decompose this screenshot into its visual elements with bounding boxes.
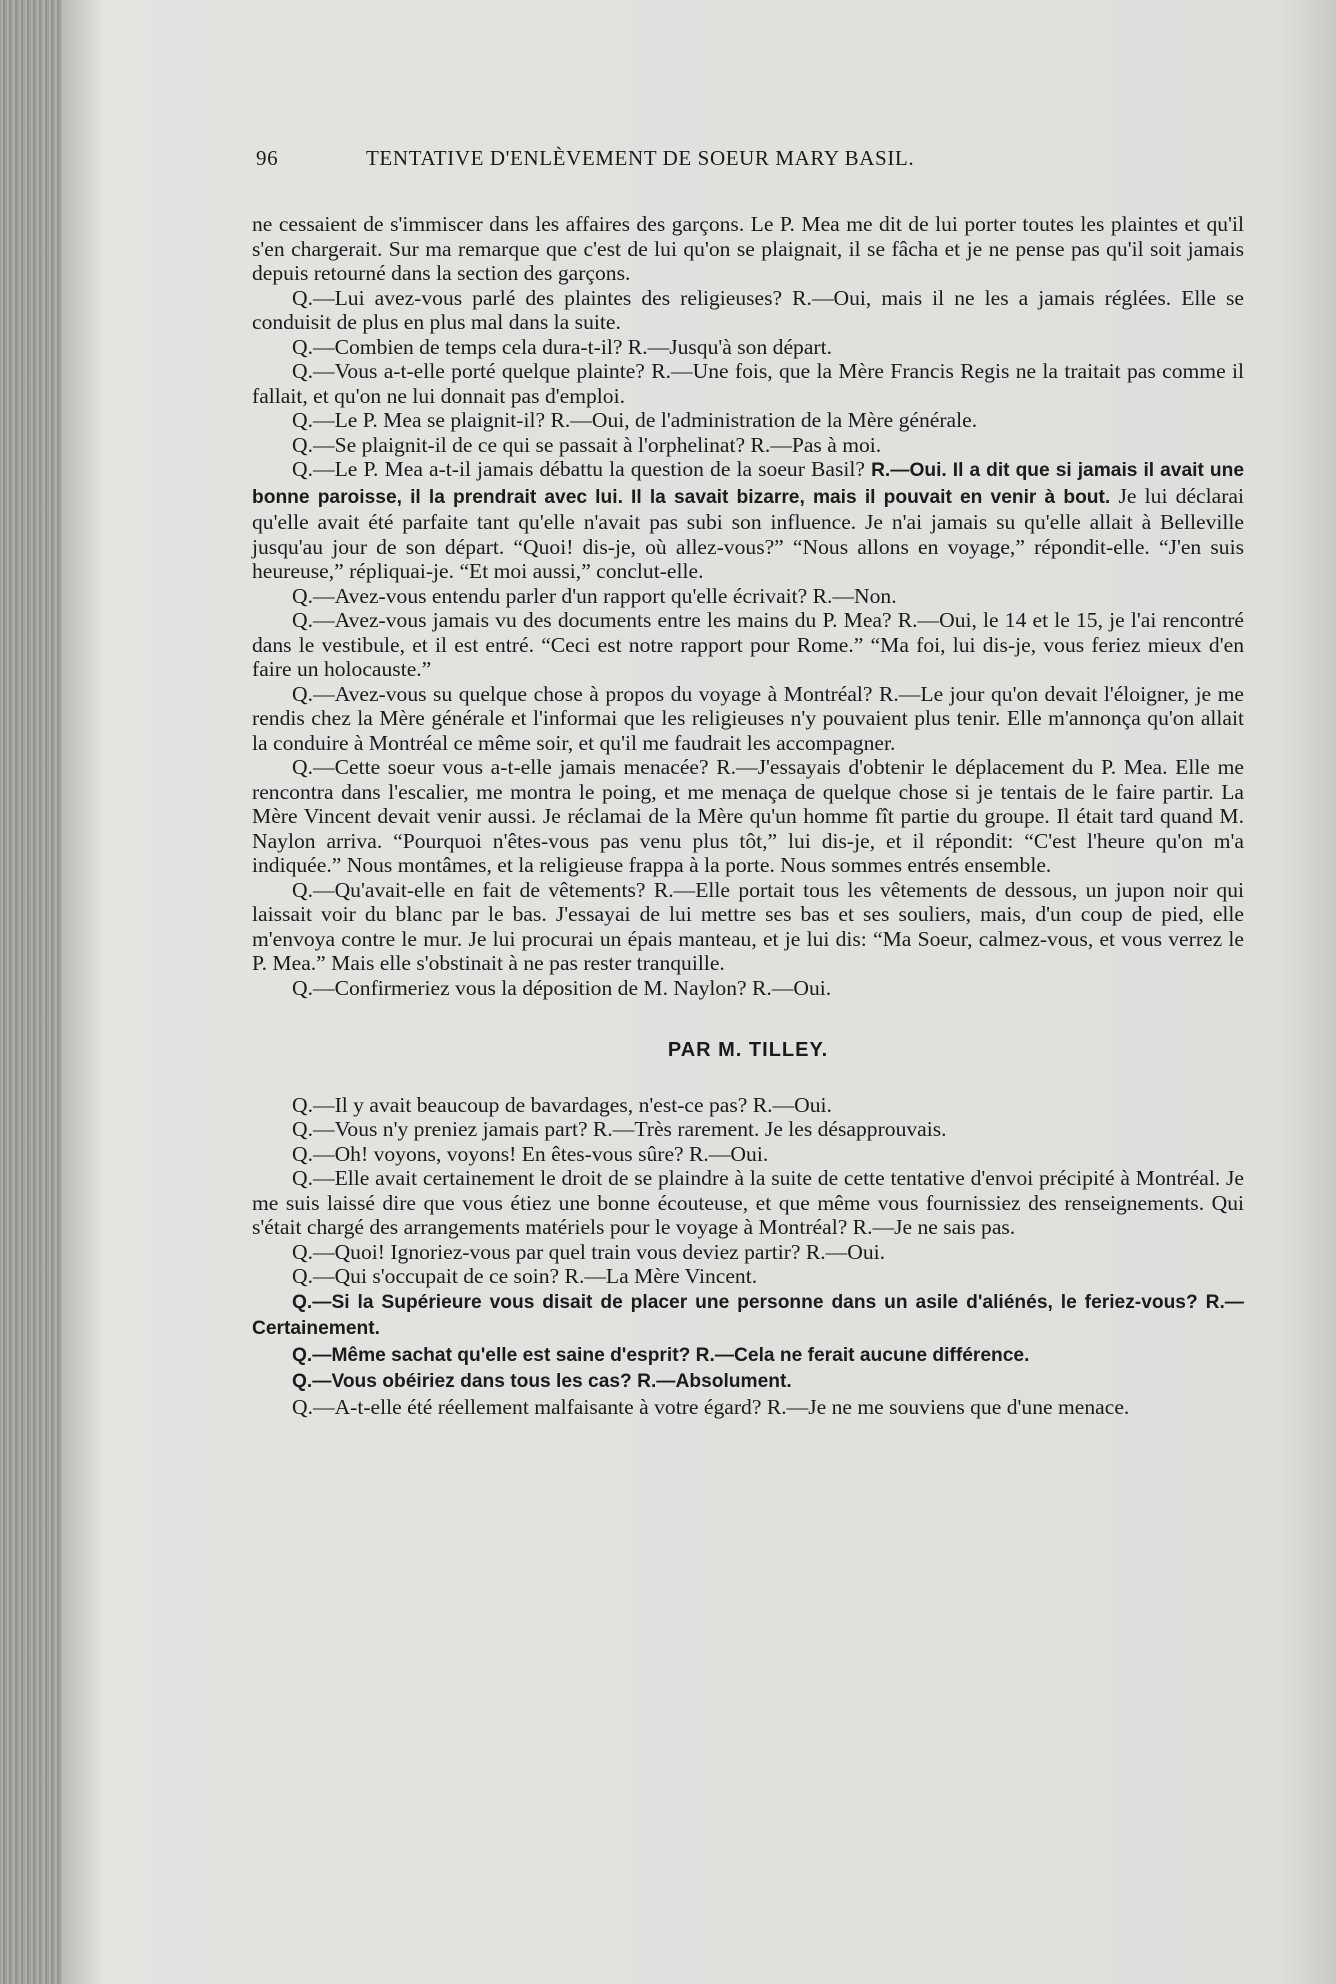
paragraph: Q.—Elle avait certainement le droit de se plaindre à la suite de cette tentative d'envoi précipité à Montréal. Je me suis laissé dire que vous étiez une bonne écouteuse, et que même vous fournissiez des renseignements. Qui s'était chargé des arrangements matériels pour le voyage à Montréal? R.—Je ne sais pas. — [252, 1166, 1244, 1239]
bold-paragraph — [252, 1368, 1244, 1395]
paragraph: Q.—Qu'avait-elle en fait de vêtements? R.—Elle portait tous les vêtements de dessous, un jupon noir qui laissait voir du blanc par le bas. J'essayai de lui mettre ses bas et ses souliers, mais, d'un coup de pied, elle m'envoya contre le mur. Je lui procurai un épais manteau, et je lui dis: “Ma Soeur, calmez-vous, et vous verrez le P. Mea.” Mais elle s'obstinait à ne pas rester tranquille. — [252, 877, 1244, 975]
question-text: Q.—Le P. Mea a-t-il jamais débattu la question de la soeur Basil? — [292, 457, 865, 481]
paragraph: Q.—Qui s'occupait de ce soin? R.—La Mère Vincent. — [292, 1264, 758, 1288]
bold-paragraph — [252, 1289, 1244, 1342]
paragraph: Q.—Vous n'y preniez jamais part? R.—Très rarement. Je les désapprouvais. — [292, 1117, 947, 1141]
bold-text: Q.—Si la Supérieure vous disait de placer une personne dans un asile d'aliénés, le feriez-vous? R.—Certainement. — [252, 1291, 1244, 1339]
paragraph: Q.—Se plaignit-il de ce qui se passait à l'orphelinat? R.—Pas à moi. — [292, 432, 882, 457]
paragraph: Q.—Avez-vous jamais vu des documents entre les mains du P. Mea? R.—Oui, le 14 et le 15, je l'ai rencontré dans le vestibule, et il est entré. “Ceci est notre rapport pour Rome.” “Ma foi, lui dis-je, vous feriez mieux d'en faire un holocauste.” — [252, 608, 1244, 681]
paragraph: Q.—Cette soeur vous a-t-elle jamais menacée? R.—J'essayais d'obtenir le déplacement du P. Mea. Elle me rencontra dans l'escalier, me montra le poing, et me menaça de quelque chose si je tentais de le faire partir. La Mère Vincent devait venir aussi. Je réclamai de la Mère qu'un homme fît partie du groupe. Il était tard quand M. Naylon arriva. “Pourquoi n'êtes-vous pas venu plus tôt,” lui dis-je, et il répondit: “C'est l'heure qu'on m'a indiquée.” Nous montâmes, et la religieuse frappa à la porte. Nous sommes entrés ensemble. — [252, 755, 1244, 877]
paragraph: Q.—Combien de temps cela dura-t-il? R.—Jusqu'à son départ. — [292, 334, 833, 359]
running-header — [256, 146, 1236, 171]
paragraph: ne cessaient de s'immiscer dans les affaires des garçons. Le P. Mea me dit de lui porter toutes les plaintes et qu'il s'en chargerait. Sur ma remarque que c'est de lui qu'on se plaignait, il se fâcha et je ne pense pas qu'il soit jamais depuis retourné dans la section des garçons. — [252, 212, 1244, 285]
page-number: 96 — [256, 146, 279, 170]
book-page-edges — [0, 0, 62, 1984]
paragraph: Q.—Confirmeriez vous la déposition de M. Naylon? R.—Oui. — [292, 975, 832, 1000]
bold-answer-text: R.—Oui. Il a dit que si jamais il avait une bonne paroisse, il la prendrait avec lui. Il la savait bizarre, mais il pouvait en venir à bout. — [252, 460, 1244, 508]
page-body — [252, 212, 1244, 1419]
paragraph: Q.—Le P. Mea se plaignit-il? R.—Oui, de l'administration de la Mère générale. — [292, 408, 978, 432]
paragraph: Q.—Avez-vous entendu parler d'un rapport qu'elle écrivait? R.—Non. — [292, 583, 897, 608]
paragraph: Q.—Lui avez-vous parlé des plaintes des religieuses? R.—Oui, mais il ne les a jamais réglées. Elle se conduisit de plus en plus mal dans la suite. — [252, 285, 1244, 334]
section-heading: PAR M. TILLEY. — [667, 1039, 829, 1061]
paragraph: Q.—A-t-elle été réellement malfaisante à votre égard? R.—Je ne me souviens que d'une menace. — [292, 1394, 1130, 1419]
gutter-shadow — [62, 0, 102, 1984]
bold-text: Q.—Vous obéiriez dans tous les cas? R.—Absolument. — [292, 1371, 792, 1392]
paragraph: Q.—Avez-vous su quelque chose à propos du voyage à Montréal? R.—Le jour qu'on devait l'éloigner, je me rendis chez la Mère générale et l'informai que les religieuses n'y pouvaient plus tenir. Elle m'annonça qu'on allait la conduire à Montréal ce même soir, et qu'il me faudrait les accompagner. — [252, 681, 1244, 755]
running-title: TENTATIVE D'ENLÈVEMENT DE SOEUR MARY BASIL. — [366, 146, 915, 170]
paragraph: Q.—Vous a-t-elle porté quelque plainte? R.—Une fois, que la Mère Francis Regis ne la traitait pas comme il fallait, et qu'on ne lui donnait pas d'emploi. — [252, 359, 1244, 408]
bold-paragraph — [252, 1342, 1244, 1369]
bold-text: Q.—Même sachat qu'elle est saine d'esprit? R.—Cela ne ferait aucune différence. — [292, 1344, 1030, 1366]
paragraph: Q.—Oh! voyons, voyons! En êtes-vous sûre? R.—Oui. — [292, 1141, 769, 1166]
paragraph: Q.—Quoi! Ignoriez-vous par quel train vous deviez partir? R.—Oui. — [292, 1239, 886, 1264]
paragraph-basil — [252, 457, 1244, 584]
answer-text: Je lui déclarai qu'elle avait été parfaite tant qu'elle n'avait pas subi son influence. Je n'ai jamais su qu'elle allait à Belleville jusqu'au jour de son départ. “Quoi! dis-je, où allez-vous?” “Nous allons en voyage,” répondit-elle. “J'en suis heureuse,” répliquai-je. “Et moi aussi,” conclut-elle. — [252, 483, 1245, 583]
paragraph: Q.—Il y avait beaucoup de bavardages, n'est-ce pas? R.—Oui. — [292, 1092, 832, 1117]
